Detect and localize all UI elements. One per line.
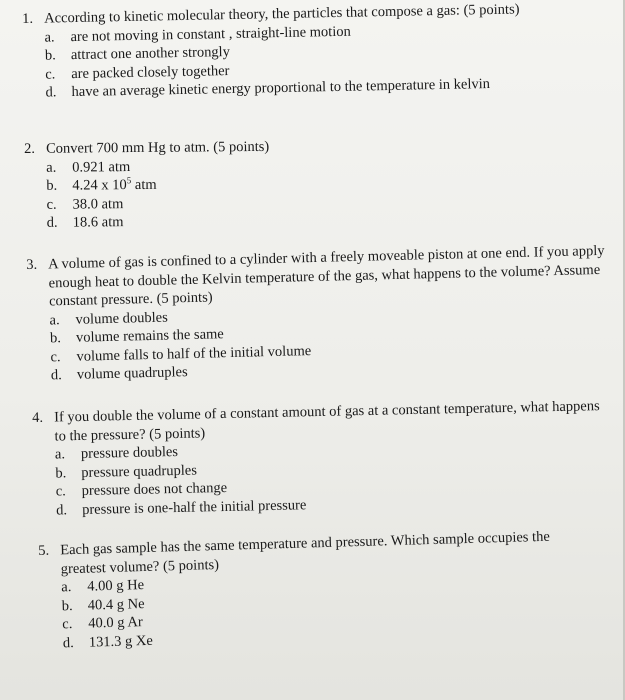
option-b: b. volume remains the same: [49, 326, 224, 347]
option-c: c. pressure does not change: [55, 479, 228, 500]
question-text: According to kinetic molecular theory, the particles that compose a gas: (5 points): [44, 1, 520, 27]
option-b: b. attract one another strongly: [44, 44, 231, 64]
question-text: Each gas sample has the same temperature and pressure. Which sample occupies the greatest volume? (5 points): [60, 528, 551, 577]
question-number: 5.: [38, 542, 50, 559]
question-text: A volume of gas is confined to a cylinder with a freely moveable piston at one end. If you apply enough heat to double the Kelvin temperature of the gas, what happens to the volume? Assume constant pressure. (5 points): [48, 242, 605, 310]
question-3: [26, 242, 614, 386]
option-c: c. are packed closely together: [45, 62, 230, 83]
option-c: c. volume falls to half of the initial volume: [50, 342, 312, 365]
question-2: [24, 135, 585, 232]
question-1: [22, 0, 604, 102]
question-number: 1.: [22, 10, 34, 27]
option-a: a. are not moving in constant , straight-line motion: [44, 23, 351, 46]
option-a: a. 4.00 g He: [61, 577, 145, 596]
option-d: d. 131.3 g Xe: [62, 632, 154, 651]
exponent: 5: [126, 175, 132, 186]
question-4: [32, 397, 604, 520]
question-number: 4.: [32, 409, 44, 426]
question-number: 3.: [26, 256, 38, 273]
option-a: a. pressure doubles: [54, 443, 179, 463]
question-text: Convert 700 mm Hg to atm. (5 points): [46, 138, 270, 157]
option-b: b. pressure quadruples: [55, 462, 198, 482]
option-c: c. 38.0 atm: [46, 195, 124, 213]
option-d: d. volume quadruples: [50, 364, 188, 384]
option-b: b. 4.24 x $10^5$ atm: [46, 175, 157, 194]
option-d: d. 18.6 atm: [46, 214, 124, 231]
option-d: d. pressure is one-half the initial pressure: [55, 496, 307, 519]
question-text: If you double the volume of a constant amount of gas at a constant temperature, what happens to the pressure? (5 points): [54, 398, 600, 445]
option-a: a. volume doubles: [49, 309, 168, 328]
question-5: [38, 527, 596, 653]
option-d: d. have an average kinetic energy proportional to the temperature in kelvin: [45, 76, 491, 101]
option-b: b. 40.4 g Ne: [61, 595, 145, 614]
question-number: 2.: [24, 140, 36, 157]
option-a: a. 0.921 atm: [46, 158, 131, 176]
option-c: c. 40.0 g Ar: [62, 614, 143, 633]
